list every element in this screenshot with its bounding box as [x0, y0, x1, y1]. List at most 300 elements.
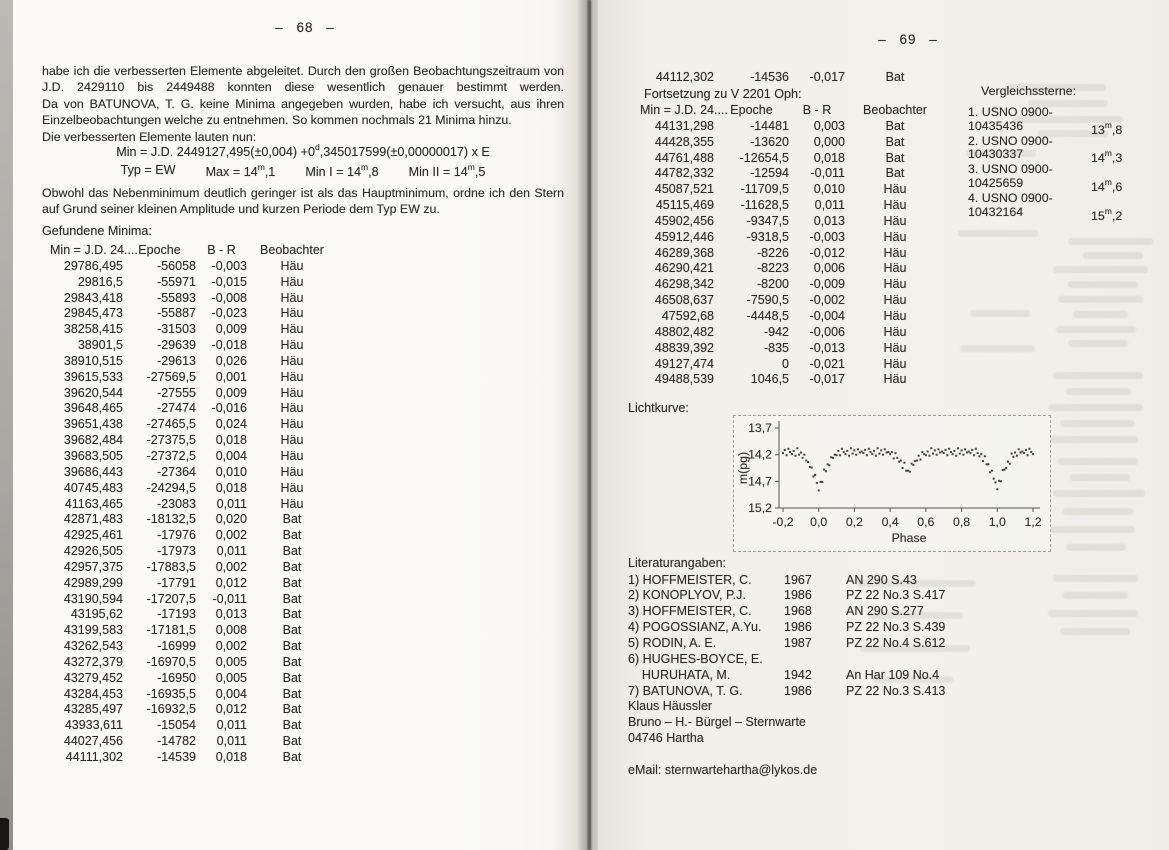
table-row [636, 293, 945, 309]
reference-item [628, 684, 1048, 700]
table-cell: -55887 [157, 306, 196, 321]
table-cell: 0,026 [215, 353, 247, 368]
table-cell: Bat [282, 654, 302, 669]
table-cell: -55971 [157, 274, 196, 289]
classification-paragraph [42, 185, 564, 218]
x-tick-label: -0,2 [772, 515, 794, 529]
reference-year: 1986 [784, 620, 812, 635]
table-cell: 44761,488 [654, 150, 714, 165]
table-row [46, 750, 386, 766]
table-row [636, 182, 945, 198]
reference-year: 1986 [784, 588, 812, 603]
star-catalog-number: 10432164 [968, 204, 1024, 219]
author-line: Klaus Häussler [628, 699, 713, 713]
reference-item [628, 636, 1048, 652]
paragraph-line: Die verbesserten Elemente lauten nun: [42, 129, 257, 144]
table-row [46, 370, 386, 386]
lightcurve-label: Lichtkurve: [628, 401, 689, 415]
table-cell: Häu [280, 322, 304, 337]
formula-term: Min $I = 14^m,8$ [305, 162, 379, 180]
table-cell: -16970,5 [146, 654, 196, 669]
table-cell: 48839,392 [654, 340, 714, 355]
table-cell: 46508,637 [654, 293, 714, 308]
formula-min-equation: Min = J.D. $2449127,495(\pm 0,004) +0^d,345017599(\pm 0,00000017)$ x E [116, 142, 490, 160]
table-cell: -14481 [750, 118, 789, 133]
star-catalog-prefix: 2. USNO 0900- [968, 133, 1053, 148]
table-cell: 29843,418 [63, 290, 123, 305]
table-cell: 0,020 [215, 512, 247, 527]
reference-name: HURUHATA, M. [628, 667, 731, 682]
table-cell: -8223 [757, 261, 789, 276]
table-cell: Häu [883, 308, 907, 323]
table-cell: -27375,5 [146, 433, 196, 448]
table-cell: -0,011 [810, 166, 845, 181]
table-row [636, 325, 945, 341]
table-cell: 0,002 [215, 639, 247, 654]
table-cell: Häu [883, 277, 907, 292]
table-row [46, 702, 386, 718]
table-cell: Häu [883, 293, 907, 308]
table-row [636, 341, 945, 357]
table-cell: 42925,461 [63, 528, 123, 543]
show-through-mark [1068, 281, 1138, 288]
column-header: Beobachter [863, 103, 927, 117]
table-cell: 0,005 [215, 654, 247, 669]
table-cell: 38901,5 [77, 338, 123, 353]
reference-source: PZ 22 No.3 S.417 [846, 588, 946, 603]
x-axis-label: Phase [891, 531, 927, 545]
table-cell: -31503 [157, 322, 196, 337]
show-through-mark [1056, 326, 1136, 333]
table-cell: 0,012 [215, 575, 247, 590]
table-cell: 0,011 [814, 198, 845, 213]
table-cell: -0,008 [211, 290, 247, 305]
table-cell: 0,000 [813, 134, 845, 149]
table-cell: 47592,68 [661, 308, 714, 323]
minima-table-left [46, 243, 386, 766]
reference-source: PZ 22 No.3 S.413 [846, 683, 946, 698]
column-header: Min = J.D. 24.... [640, 103, 728, 117]
table-cell: Häu [280, 369, 304, 384]
table-cell: Häu [280, 448, 304, 463]
formula-type-magnitudes [42, 163, 564, 179]
x-tick-label: 0,8 [953, 515, 971, 529]
table-cell: 0,002 [215, 528, 247, 543]
table-cell: -835 [763, 340, 789, 355]
table-row [46, 607, 386, 623]
table-cell: -17973 [157, 544, 196, 559]
table-cell: 39682,484 [63, 433, 123, 448]
y-tick-label: 14,2 [748, 447, 772, 462]
table-cell: 0,018 [215, 750, 247, 764]
table-row [46, 386, 386, 402]
show-through-mark [1058, 458, 1138, 465]
table-cell: 0,011 [216, 544, 247, 559]
table-row [46, 528, 386, 544]
table-cell: Häu [280, 480, 304, 495]
table-cell: Häu [883, 372, 907, 387]
table-cell: Bat [885, 70, 905, 84]
table-cell: 44027,456 [63, 734, 123, 749]
table-cell: Bat [282, 528, 302, 543]
table-row [46, 291, 386, 307]
table-cell: 49127,474 [654, 356, 714, 371]
table-cell: -14782 [157, 734, 196, 749]
table-cell: Bat [885, 134, 905, 149]
x-tick-label: 1,0 [988, 515, 1006, 529]
table-cell: -0,023 [211, 306, 247, 321]
show-through-mark [1063, 592, 1128, 599]
formula-term: Min II = $14^m,5$ [408, 162, 486, 180]
table-cell: Bat [282, 559, 302, 574]
table-cell: 38910,515 [63, 353, 123, 368]
table-cell: 0,008 [215, 623, 247, 638]
reference-year: 1942 [784, 667, 812, 682]
table-cell: Häu [280, 274, 304, 289]
reference-name: 3) HOFFMEISTER, C. [628, 604, 752, 619]
table-cell: Häu [883, 198, 907, 213]
table-cell: 43272,379 [63, 654, 123, 669]
show-through-mark [1083, 252, 1143, 259]
table-cell: 39648,465 [63, 401, 123, 416]
table-cell: 39620,544 [63, 385, 123, 400]
table-cell: -11628,5 [740, 198, 789, 213]
reference-name: 2) KONOPLYOV, P.J. [628, 588, 746, 603]
table-cell: -9347,5 [746, 213, 789, 228]
table-cell: 0,018 [215, 480, 247, 495]
table-cell: 1046,5 [750, 372, 789, 387]
column-header: Epoche [138, 243, 181, 257]
show-through-mark [1053, 490, 1145, 497]
show-through-mark [1053, 266, 1148, 273]
table-cell: 45902,456 [654, 213, 714, 228]
table-cell: Häu [280, 464, 304, 479]
reference-name: 7) BATUNOVA, T. G. [628, 683, 743, 698]
table-cell: -27474 [157, 401, 196, 416]
show-through-mark [1070, 474, 1130, 481]
show-through-mark [1053, 372, 1143, 379]
table-cell: 38258,415 [63, 322, 123, 337]
author-line: 04746 Hartha [628, 730, 704, 745]
elements-formula [42, 143, 564, 179]
table-cell: Bat [885, 118, 905, 133]
reference-item [628, 588, 1048, 604]
column-header: B - R [207, 243, 236, 257]
table-cell: Häu [280, 338, 304, 353]
table-cell: -12654,5 [739, 150, 789, 165]
table-cell: 44131,298 [654, 118, 714, 133]
x-tick-label: 1,2 [1024, 515, 1042, 529]
table-cell: Bat [282, 718, 302, 733]
references-title: Literaturangaben: [628, 556, 726, 570]
table-cell: Häu [280, 433, 304, 448]
table-cell: 44112,302 [655, 70, 714, 84]
star-catalog-prefix: 4. USNO 0900- [968, 190, 1053, 205]
column-header: Epoche [730, 103, 773, 117]
show-through-mark [960, 345, 1035, 352]
table-row [636, 135, 945, 151]
reference-source: An Har 109 No.4 [846, 667, 940, 682]
reference-year: 1987 [784, 636, 812, 651]
references-block [628, 556, 1048, 700]
table-cell: 0,011 [216, 718, 247, 733]
table-row [636, 357, 945, 373]
table-cell: Häu [280, 290, 304, 305]
table-cell: 43284,453 [63, 686, 123, 701]
table-cell: 0 [782, 356, 789, 371]
table-cell: -29613 [157, 353, 196, 368]
show-through-mark [1063, 508, 1133, 515]
comparison-stars-title: Vergleichssterne: [981, 84, 1077, 98]
table-cell: 42957,375 [63, 559, 123, 574]
table-cell: Bat [282, 639, 302, 654]
show-through-mark [1060, 628, 1130, 635]
y-tick-label: 15,2 [748, 501, 772, 515]
table-cell: Häu [883, 229, 907, 244]
table-cell: -16950 [157, 670, 196, 685]
show-through-mark [1048, 610, 1138, 617]
minima-table-carryover-row [636, 70, 945, 86]
table-row [46, 449, 386, 465]
comparison-star-item [968, 190, 1158, 223]
show-through-mark [1050, 436, 1138, 443]
table-row [46, 354, 386, 370]
paragraph-line: Obwohl das Nebenminimum deutlich geringer ist als das Hauptminimum, ordne ich den Stern [42, 186, 564, 200]
table-cell: -27364 [157, 464, 196, 479]
table-cell: 0,002 [215, 559, 247, 574]
scatter-points [782, 447, 1034, 491]
page-69 [598, 0, 1169, 850]
table-cell: 45912,446 [654, 229, 714, 244]
table-row [636, 119, 945, 135]
x-tick-label: 0,6 [917, 515, 935, 529]
table-row [46, 576, 386, 592]
star-catalog-number: 10425659 [968, 175, 1024, 190]
table-cell: 29786,495 [63, 258, 123, 273]
table-cell: 41163,465 [64, 496, 123, 511]
reference-year: 1967 [784, 572, 812, 587]
table-cell: 0,009 [215, 385, 247, 400]
scan-left-edge [0, 0, 13, 850]
formula-term: Max = $14^m,1$ [205, 162, 276, 180]
table-cell: 43933,611 [64, 718, 123, 733]
table-cell: -55893 [157, 290, 196, 305]
table-cell: Bat [282, 512, 302, 527]
y-axis-label: m(pg) [736, 451, 750, 485]
table-cell: 29816,5 [77, 274, 123, 289]
table-row [46, 687, 386, 703]
show-through-mark [1068, 340, 1128, 347]
table-cell: 42989,299 [63, 575, 123, 590]
page-number-left: – 68 – [275, 20, 335, 35]
table-cell: -17193 [157, 607, 196, 622]
table-cell: 0,001 [215, 369, 247, 384]
x-tick-label: 0,2 [845, 515, 863, 529]
table-cell: -24294,5 [146, 480, 196, 495]
reference-source: PZ 22 No.4 S.612 [846, 636, 946, 651]
table-cell: -0,003 [809, 229, 845, 244]
table-cell: 44782,332 [654, 166, 714, 181]
table-row [46, 560, 386, 576]
table-cell: -27569,5 [146, 369, 196, 384]
table-cell: -8226 [757, 245, 789, 260]
table-cell: Bat [282, 607, 302, 622]
table-cell: -0,017 [809, 372, 845, 387]
show-through-mark [1050, 526, 1135, 533]
table-cell: -0,003 [211, 258, 247, 273]
table-cell: 46289,368 [654, 245, 714, 260]
table-cell: -14539 [157, 750, 196, 764]
intro-paragraph [42, 63, 564, 145]
references-list [628, 573, 1048, 700]
table-cell: 0,018 [215, 433, 247, 448]
table-cell: 48802,482 [654, 324, 714, 339]
table-cell: 49488,539 [654, 372, 714, 387]
scan-corner-mark [0, 818, 9, 850]
table-cell: -18132,5 [146, 512, 196, 527]
table-row [46, 497, 386, 513]
table-cell: -0,013 [809, 340, 845, 355]
table-cell: 0,018 [813, 150, 845, 165]
reference-source: AN 290 S.277 [846, 604, 924, 619]
table-cell: 0,003 [813, 118, 845, 133]
table-cell: Häu [883, 340, 907, 355]
table-cell: Bat [885, 166, 905, 181]
table-cell: Häu [280, 401, 304, 416]
paragraph-line: habe ich die verbesserten Elemente abgeleitet. Durch den großen Beobachtungszeitraum von [42, 64, 564, 78]
column-header: Beobachter [260, 243, 324, 257]
table-cell: -17207,5 [146, 591, 196, 606]
table-cell: 43285,497 [63, 702, 123, 717]
table-row [636, 230, 945, 246]
table-cell: -16999 [157, 639, 196, 654]
table-header-row [46, 243, 386, 259]
table-cell: -0,002 [809, 293, 845, 308]
table-row [46, 623, 386, 639]
table-cell: -56058 [157, 258, 196, 273]
table-cell: -12594 [750, 166, 789, 181]
reference-item [628, 604, 1048, 620]
reference-name: 5) RODIN, A. E. [628, 636, 717, 651]
email-line: eMail: sternwartehartha@lykos.de [628, 763, 818, 777]
show-through-mark [958, 230, 1038, 237]
table-cell: -0,018 [211, 338, 247, 353]
table-row [636, 70, 945, 86]
table-header-row [636, 103, 945, 119]
table-cell: 29845,473 [63, 306, 123, 321]
table-cell: 0,024 [215, 417, 247, 432]
reference-name: 4) POGOSSIANZ, A.Yu. [628, 620, 762, 635]
table-cell: -27555 [157, 385, 196, 400]
table-cell: 39683,505 [63, 448, 123, 463]
table-row [46, 734, 386, 750]
table-row [46, 655, 386, 671]
star-catalog-number: 10430337 [968, 147, 1024, 162]
table-cell: 0,004 [215, 448, 247, 463]
table-cell: Bat [282, 750, 302, 764]
found-minima-label: Gefundene Minima: [42, 224, 152, 238]
table-cell: -13620 [750, 134, 789, 149]
table-cell: 0,013 [813, 213, 845, 228]
reference-year: 1986 [784, 683, 812, 698]
star-magnitude: 14$^m$,6 [1091, 176, 1123, 195]
paragraph-line: Da von BATUNOVA, T. G. keine Minima angegeben wurden, habe ich versucht, aus ihren [42, 96, 564, 111]
x-tick-label: 0,0 [810, 515, 828, 529]
table-cell: 42871,483 [63, 512, 123, 527]
table-cell: -0,015 [211, 274, 247, 289]
comparison-stars-list [968, 105, 1158, 223]
table-row [46, 322, 386, 338]
show-through-mark [1060, 420, 1135, 427]
table-row [46, 433, 386, 449]
table-cell: Häu [883, 324, 907, 339]
table-cell: 39615,533 [63, 369, 123, 384]
table-row [46, 639, 386, 655]
table-cell: Häu [883, 245, 907, 260]
star-number-line [968, 118, 1158, 137]
table-cell: 0,009 [215, 322, 247, 337]
table-cell: -27465,5 [146, 417, 196, 432]
table-cell: Häu [883, 182, 907, 197]
table-cell: -16935,5 [146, 686, 196, 701]
table-cell: Häu [280, 353, 304, 368]
table-cell: -0,006 [809, 324, 845, 339]
table-cell: -23083 [157, 496, 196, 511]
table-cell: Häu [280, 496, 304, 511]
table-row [46, 512, 386, 528]
table-cell: -29639 [157, 338, 196, 353]
table-cell: 0,013 [215, 607, 247, 622]
author-address-block [628, 699, 806, 747]
table-cell: 43199,583 [63, 623, 123, 638]
table-row [46, 481, 386, 497]
table-cell: Häu [280, 417, 304, 432]
column-header: B - R [802, 103, 832, 117]
table-cell: 43279,452 [63, 670, 123, 685]
paragraph-line: J.D. 2429110 bis 2449488 konnten diese wesentlich genauer bestimmt werden. [42, 80, 564, 95]
minima-table-right [636, 103, 945, 388]
table-cell: -7590,5 [746, 293, 789, 308]
table-cell: -16932,5 [146, 702, 196, 717]
paragraph-line: Einzelbeobachtungen welche zu entnehmen. So kommen nochmals 21 Minima hinzu. [42, 113, 512, 128]
table-row [636, 246, 945, 262]
reference-source: AN 290 S.43 [846, 572, 917, 587]
continuation-title: Fortsetzung zu V 2201 Oph: [644, 87, 802, 101]
table-cell: 43190,594 [63, 591, 123, 606]
reference-name: 6) HUGHES-BOYCE, E. [628, 651, 763, 666]
table-cell: -0,021 [809, 356, 845, 371]
star-number-line [968, 147, 1158, 166]
star-number-line [968, 175, 1158, 195]
table-cell: 0,011 [216, 496, 247, 511]
table-cell: Bat [282, 670, 302, 685]
column-header: Min = J.D. 24.... [50, 243, 138, 257]
table-cell: 39651,438 [63, 417, 123, 432]
table-cell: Häu [883, 356, 907, 371]
table-cell: -17976 [157, 528, 196, 543]
table-row [46, 401, 386, 417]
table-cell: -0,017 [809, 70, 845, 84]
table-row [636, 198, 945, 214]
table-cell: 42926,505 [63, 544, 123, 559]
table-cell: Häu [883, 213, 907, 228]
y-tick-label: 14,7 [748, 474, 772, 489]
table-cell: 0,006 [813, 261, 845, 276]
star-catalog-number: 10435436 [968, 118, 1024, 133]
table-cell: Häu [883, 261, 907, 276]
x-tick-label: 0,4 [881, 515, 899, 529]
table-cell: 44428,355 [654, 134, 714, 149]
